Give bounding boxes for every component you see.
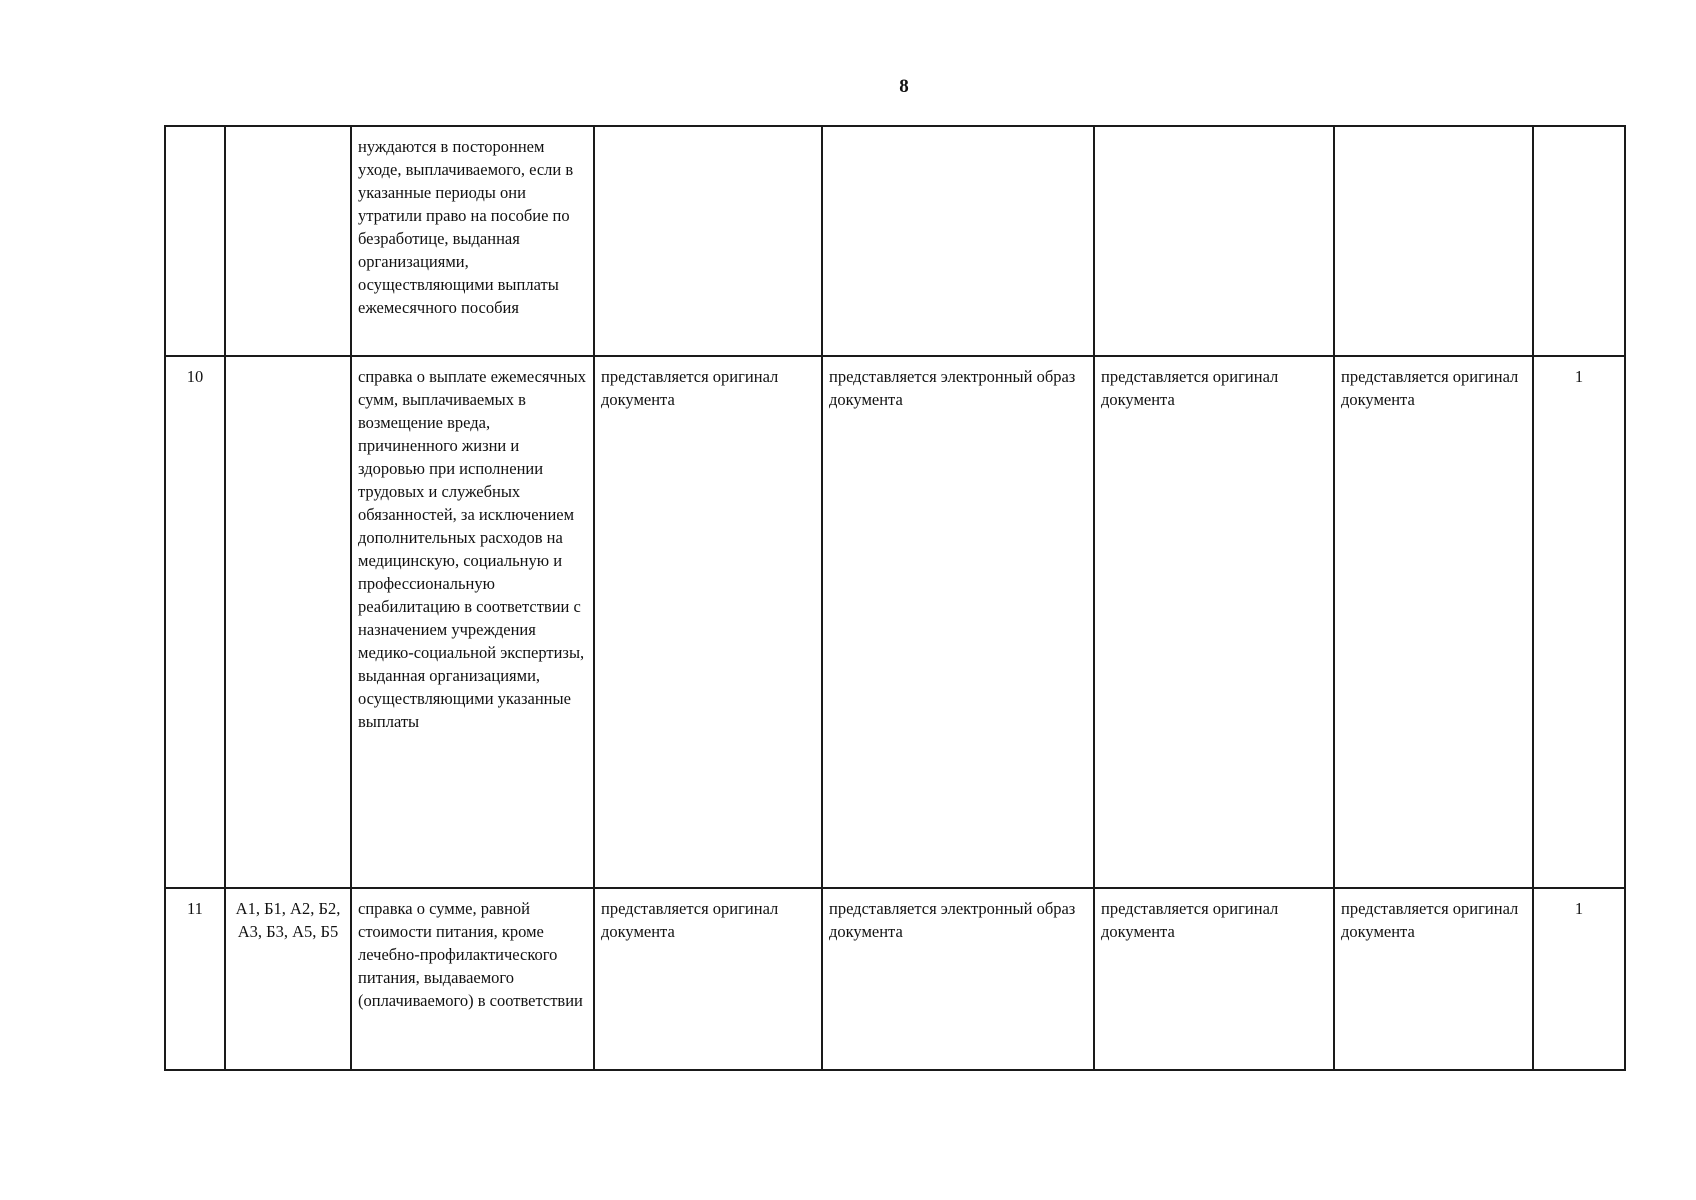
submission-form-cell xyxy=(1334,126,1533,356)
category-codes-cell xyxy=(225,126,351,356)
table-row xyxy=(165,356,1625,888)
quantity-cell: 1 xyxy=(1533,356,1625,888)
category-codes-cell xyxy=(225,356,351,888)
submission-form-cell xyxy=(594,126,822,356)
table-row xyxy=(165,126,1625,356)
page-number: 8 xyxy=(899,76,909,97)
submission-form-cell: представляется электронный образ документа xyxy=(822,356,1094,888)
submission-form-cell xyxy=(822,126,1094,356)
submission-form-cell xyxy=(1094,126,1334,356)
document-description-cell: справка о выплате ежемесячных сумм, выплачиваемых в возмещение вреда, причиненного жизни и здоровью при исполнении трудовых и служебных обязанностей, за исключением дополнительных расходов на медицинскую, социальную и профессиональную реабилитацию в соответствии с назначением учреждения медико-социальной экспертизы, выданная организациями, осуществляющими указанные выплаты xyxy=(351,356,594,888)
row-number-cell: 11 xyxy=(165,888,225,1070)
row-number-cell xyxy=(165,126,225,356)
table-row xyxy=(165,888,1625,1070)
row-number-cell: 10 xyxy=(165,356,225,888)
document-description-cell: нуждаются в постороннем уходе, выплачиваемого, если в указанные периоды они утратили право на пособие по безработице, выданная организациями, осуществляющими выплаты ежемесячного пособия xyxy=(351,126,594,356)
submission-form-cell: представляется оригинал документа xyxy=(1094,356,1334,888)
submission-form-cell: представляется оригинал документа xyxy=(594,888,822,1070)
documents-table xyxy=(164,125,1626,1071)
submission-form-cell: представляется оригинал документа xyxy=(1334,356,1533,888)
submission-form-cell: представляется оригинал документа xyxy=(1334,888,1533,1070)
quantity-cell: 1 xyxy=(1533,888,1625,1070)
submission-form-cell: представляется оригинал документа xyxy=(1094,888,1334,1070)
document-description-cell: справка о сумме, равной стоимости питания, кроме лечебно-профилактического питания, выдаваемого (оплачиваемого) в соответствии xyxy=(351,888,594,1070)
submission-form-cell: представляется электронный образ документа xyxy=(822,888,1094,1070)
quantity-cell xyxy=(1533,126,1625,356)
category-codes-cell: А1, Б1, А2, Б2, А3, Б3, А5, Б5 xyxy=(225,888,351,1070)
submission-form-cell: представляется оригинал документа xyxy=(594,356,822,888)
